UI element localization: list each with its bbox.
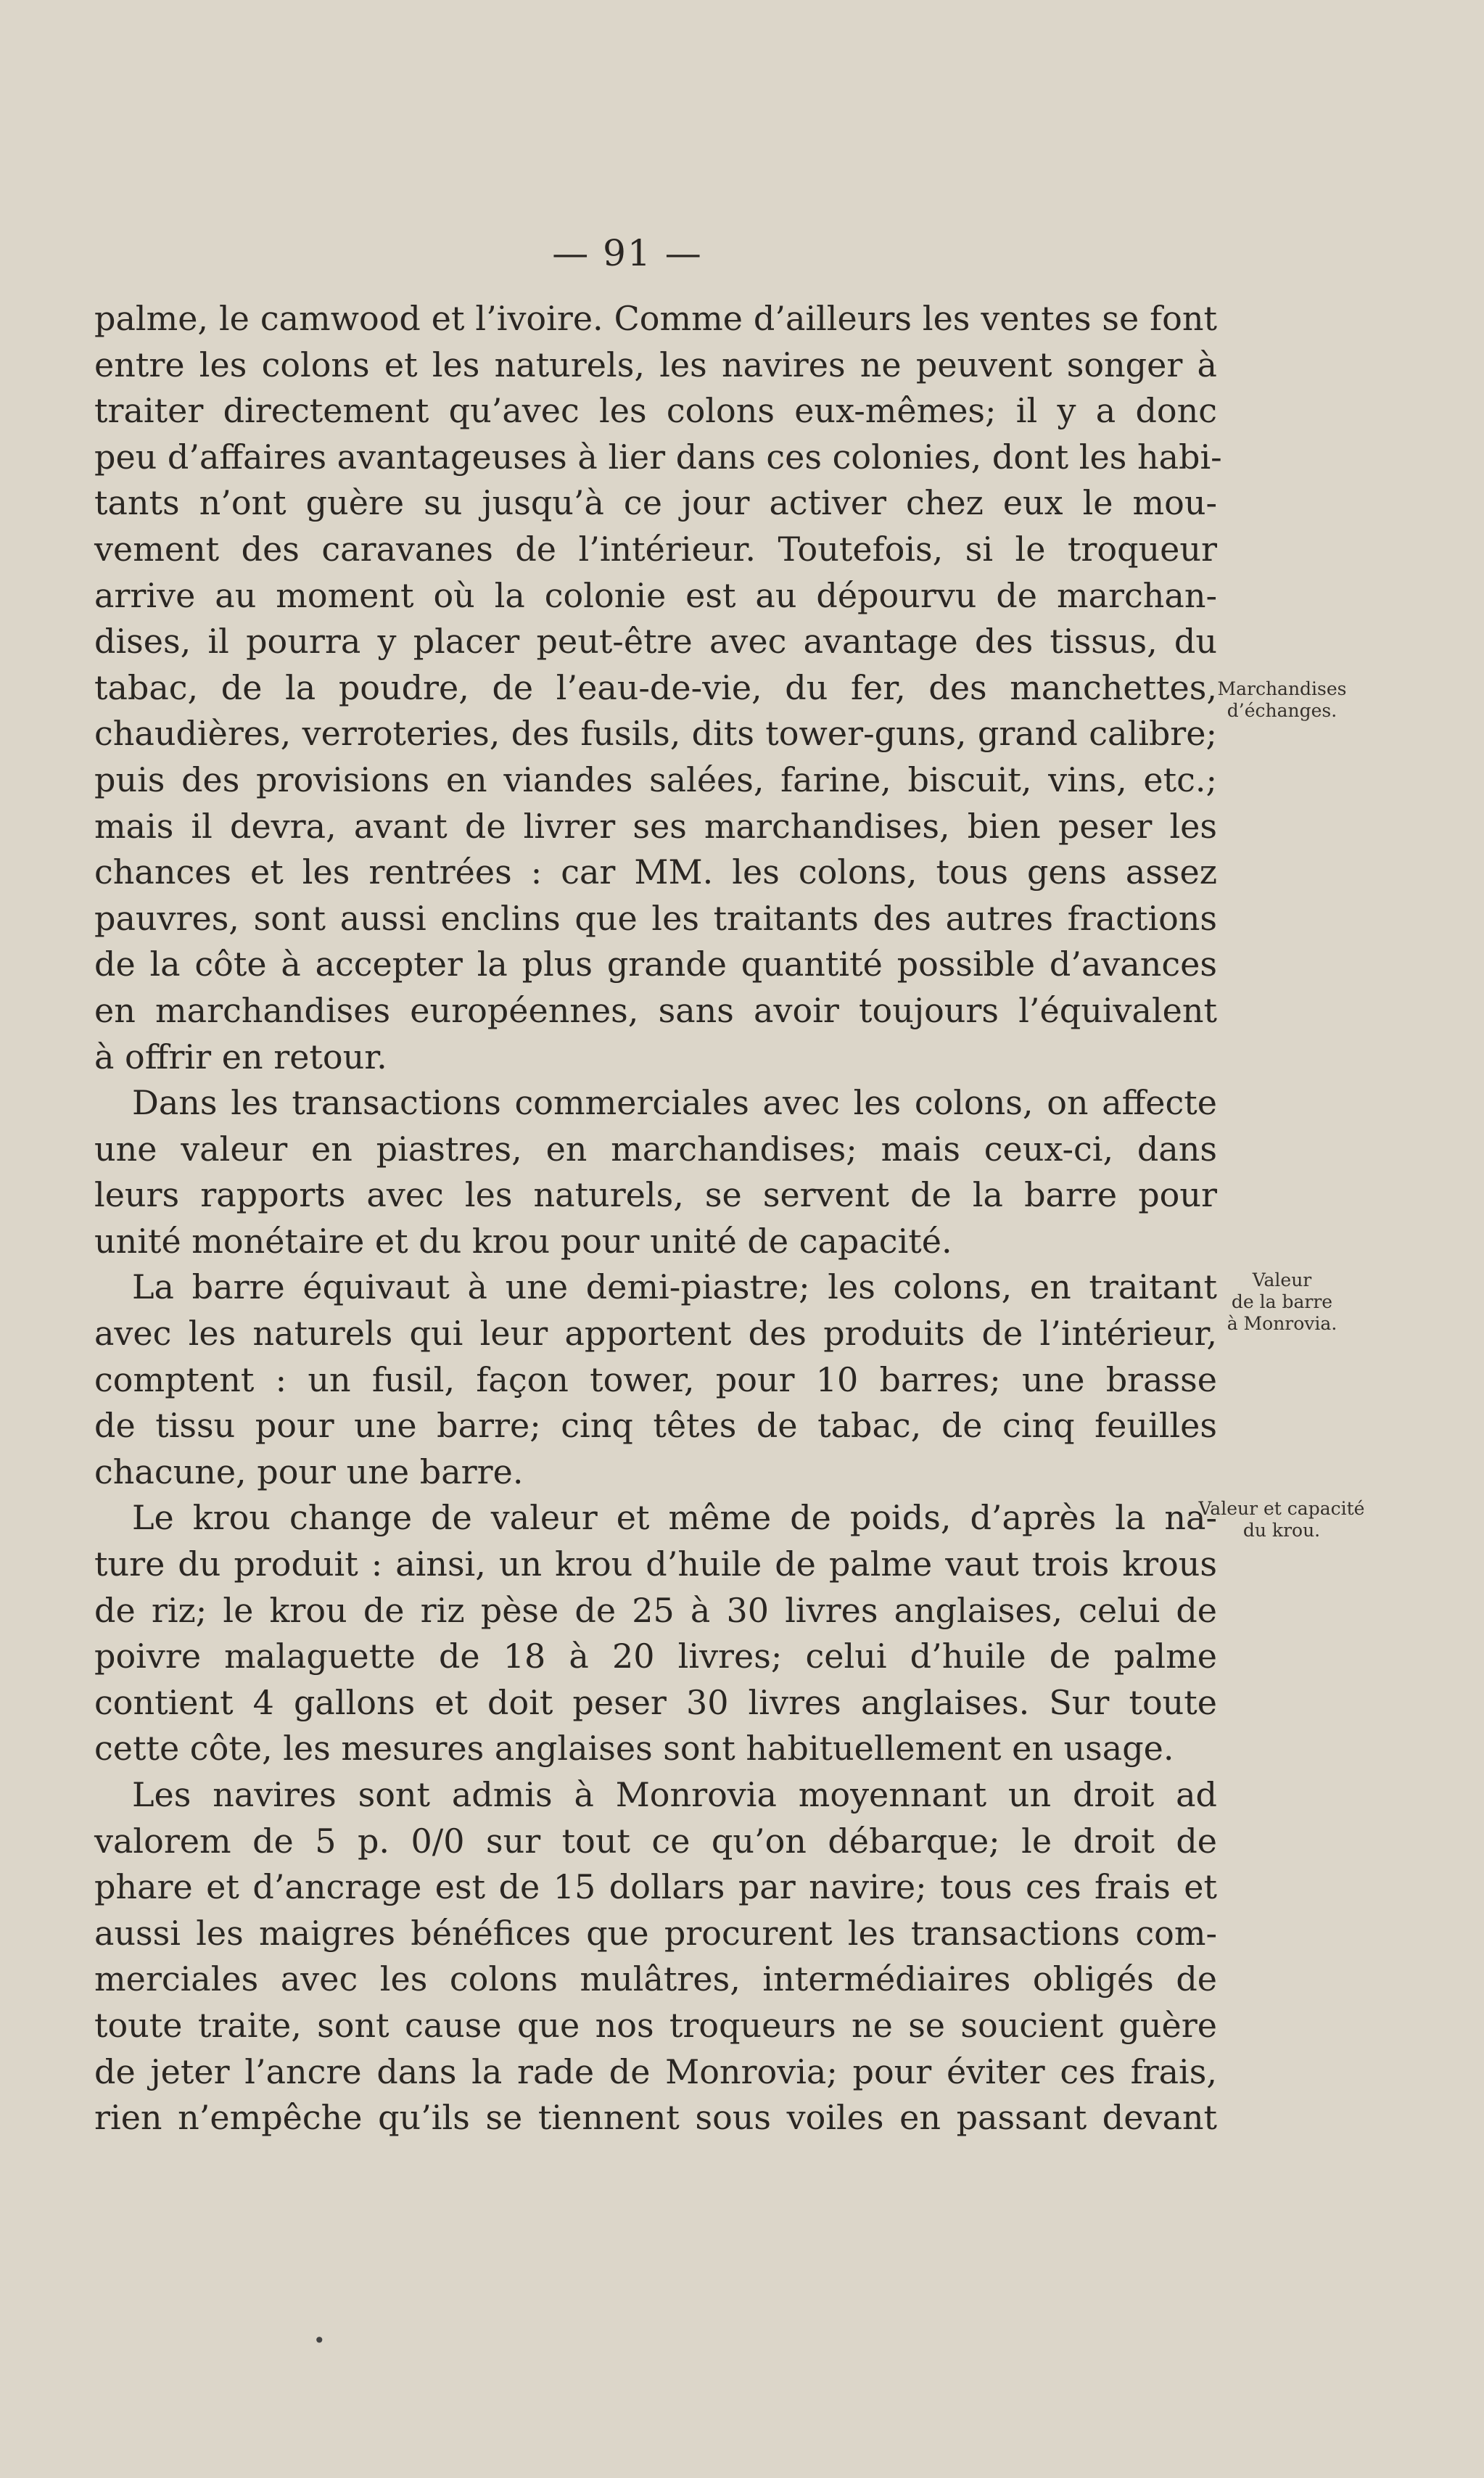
text-line: tabac, de la poudre, de l’eau-de-vie, du fer, des manchettes, xyxy=(94,667,1217,707)
text-line: à offrir en retour. xyxy=(94,1037,387,1077)
text-line: chaudières, verroteries, des fusils, dits tower-guns, grand calibre; xyxy=(94,714,1217,754)
text-line: phare et d’ancrage est de 15 dollars par navire; tous ces frais et xyxy=(94,1867,1217,1907)
text-line: pauvres, sont aussi enclins que les traitants des autres fractions xyxy=(94,898,1217,938)
margin-note-merchandise xyxy=(1200,678,1364,722)
text-line: avec les naturels qui leur apportent des produits de l’intérieur, xyxy=(94,1314,1217,1354)
text-line: peu d’affaires avantageuses à lier dans ces colonies, dont les habi- xyxy=(94,437,1222,477)
text-line: en marchandises européennes, sans avoir toujours l’équivalent xyxy=(94,990,1217,1030)
text-line: de tissu pour une barre; cinq têtes de tabac, de cinq feuilles xyxy=(94,1406,1217,1446)
text-line: dises, il pourra y placer peut-être avec avantage des tissus, du xyxy=(94,622,1217,662)
text-line: vement des caravanes de l’intérieur. Toutefois, si le troqueur xyxy=(94,529,1217,569)
text-line: leurs rapports avec les naturels, se servent de la barre pour xyxy=(94,1175,1217,1215)
text-line: puis des provisions en viandes salées, farine, biscuit, vins, etc.; xyxy=(94,760,1217,799)
text-line: cette côte, les mesures anglaises sont habituellement en usage. xyxy=(94,1729,1174,1769)
margin-note-line: d’échanges. xyxy=(1227,700,1337,721)
text-line: mais il devra, avant de livrer ses marchandises, bien peser les xyxy=(94,806,1217,846)
text-line: chacune, pour une barre. xyxy=(94,1452,524,1491)
text-line: Dans les transactions commerciales avec les colons, on affecte xyxy=(132,1083,1217,1123)
text-line: comptent : un fusil, façon tower, pour 10 barres; une brasse xyxy=(94,1359,1217,1399)
margin-note-line: Marchandises xyxy=(1217,678,1347,699)
text-line: toute traite, sont cause que nos troqueurs ne se soucient guère xyxy=(94,2005,1217,2045)
text-line: valorem de 5 p. 0/0 sur tout ce qu’on débarque; le droit de xyxy=(94,1821,1217,1861)
text-line: entre les colons et les naturels, les navires ne peuvent songer à xyxy=(94,345,1217,384)
margin-note-line: du krou. xyxy=(1242,1520,1321,1541)
text-line: Le krou change de valeur et même de poids, d’après la na- xyxy=(132,1498,1217,1538)
margin-note-krou-value xyxy=(1184,1498,1380,1541)
text-line: palme, le camwood et l’ivoire. Comme d’ailleurs les ventes se font xyxy=(94,299,1217,338)
text-line: La barre équivaut à une demi-piastre; les colons, en traitant xyxy=(132,1267,1217,1307)
ink-speck: • xyxy=(313,2329,326,2353)
text-line: merciales avec les colons mulâtres, intermédiaires obligés de xyxy=(94,1959,1217,1999)
text-line: traiter directement qu’avec les colons eux-mêmes; il y a donc xyxy=(94,391,1217,431)
margin-note-line: Valeur et capacité xyxy=(1198,1498,1365,1519)
margin-note-line: de la barre xyxy=(1231,1291,1333,1312)
text-line: arrive au moment où la colonie est au dépourvu de marchan- xyxy=(94,575,1217,615)
page-number: — 91 — xyxy=(552,232,703,274)
text-line: poivre malaguette de 18 à 20 livres; celui d’huile de palme xyxy=(94,1637,1217,1676)
text-line: de riz; le krou de riz pèse de 25 à 30 livres anglaises, celui de xyxy=(94,1590,1217,1630)
text-line: aussi les maigres bénéfices que procurent les transactions com- xyxy=(94,1913,1217,1953)
text-line: rien n’empêche qu’ils se tiennent sous voiles en passant devant xyxy=(94,2098,1217,2138)
text-line: ture du produit : ainsi, un krou d’huile de palme vaut trois krous xyxy=(94,1544,1217,1584)
text-line: contient 4 gallons et doit peser 30 livres anglaises. Sur toute xyxy=(94,1682,1217,1722)
text-line: Les navires sont admis à Monrovia moyennant un droit ad xyxy=(132,1775,1217,1814)
text-line: tants n’ont guère su jusqu’à ce jour activer chez eux le mou- xyxy=(94,483,1217,523)
body-text xyxy=(94,296,1222,2141)
text-line: une valeur en piastres, en marchandises; mais ceux-ci, dans xyxy=(94,1129,1217,1169)
text-line: de jeter l’ancre dans la rade de Monrovia; pour éviter ces frais, xyxy=(94,2051,1217,2091)
text-line: unité monétaire et du krou pour unité de capacité. xyxy=(94,1221,952,1261)
margin-note-line: à Monrovia. xyxy=(1227,1313,1337,1334)
margin-note-bar-value xyxy=(1200,1269,1364,1335)
text-line: de la côte à accepter la plus grande quantité possible d’avances xyxy=(94,944,1217,984)
margin-note-line: Valeur xyxy=(1252,1269,1312,1291)
text-line: chances et les rentrées : car MM. les colons, tous gens assez xyxy=(94,852,1217,892)
